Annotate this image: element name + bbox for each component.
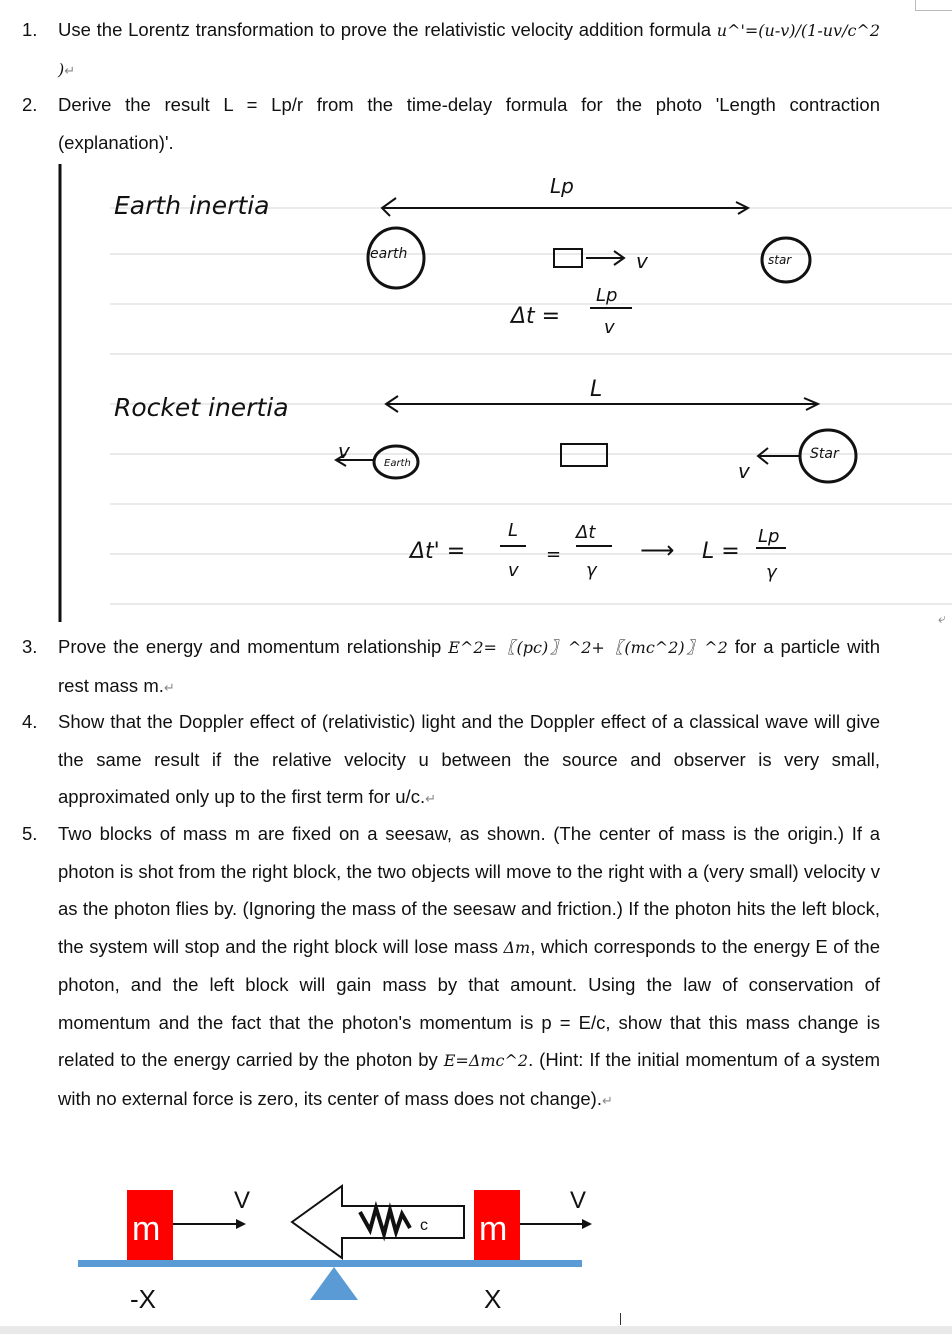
dt-numerator: Lp (596, 285, 618, 306)
item-number: 3. (22, 636, 38, 657)
star-label: star (768, 253, 792, 267)
list-item-2 (22, 86, 880, 161)
item-text-middle: , which corresponds to the energy E of the photon, and the left block will gain mass by that amount. Using the law of conservation of momentum and the fact that the photon's momentum is p = E/c, show that this mass change is related to the energy carried by the photon by (58, 935, 880, 1070)
item-number: 4. (22, 711, 38, 732)
list-item-3 (22, 628, 880, 706)
item-text: Show that the Doppler effect of (relativistic) light and the Doppler effect of a classical wave will give the same result if the relative velocity u between the source and observer is very small, approximated only up to the first term for u/c. (58, 711, 880, 807)
item-text: Use the Lorentz transformation to prove the relativistic velocity addition formula (58, 19, 717, 40)
list-item-4 (22, 703, 880, 818)
bottom-scroll-area[interactable] (0, 1326, 952, 1334)
item-text-tail: for a particle with rest mass m. (58, 636, 880, 696)
right-mass-label: m (479, 1210, 508, 1248)
rocket-box (554, 249, 582, 267)
seesaw-beam (78, 1260, 582, 1267)
frac2-numerator: Δt (576, 522, 596, 543)
equals-sign: = (546, 544, 562, 565)
item-number: 2. (22, 94, 38, 115)
item-number: 5. (22, 823, 38, 844)
mass-energy-formula: E=Δmc^2 (443, 1051, 529, 1070)
implies-arrow: ⟶ (640, 536, 675, 564)
star-small-label: Star (810, 446, 839, 462)
contracted-length-label: L (590, 377, 603, 402)
rocket-box-contracted (561, 444, 607, 466)
mass-change-symbol: Δm (503, 937, 531, 957)
list-item-1 (22, 11, 880, 89)
list-item-5 (22, 815, 880, 1119)
result-numerator: Lp (758, 526, 780, 547)
length-contraction-sketch (56, 158, 952, 624)
earth-label: earth (370, 246, 408, 262)
photon-speed-label: c (420, 1217, 428, 1234)
dt-label: Δt = (511, 304, 561, 329)
seesaw-figure (70, 1178, 610, 1328)
item-text: Prove the energy and momentum relationship (58, 636, 449, 657)
earth-frame-label: Earth inertia (114, 191, 270, 220)
result-denominator: γ (766, 562, 777, 583)
frac1-numerator: L (508, 520, 519, 541)
left-velocity-label: V (234, 1187, 251, 1214)
seesaw-pivot (310, 1267, 358, 1300)
photon-arrow (292, 1186, 464, 1258)
right-position-label: X (484, 1284, 502, 1314)
right-velocity-label: V (570, 1187, 587, 1214)
star-velocity-label: v (738, 459, 750, 483)
earth-velocity-label: v (338, 439, 350, 463)
energy-momentum-formula: E^2=〖(pc)〗^2+〖(mc^2)〗^2 (448, 638, 728, 657)
frac2-denominator: γ (586, 560, 597, 581)
paragraph-mark: ↵ (425, 791, 436, 806)
dt-prime-label: Δt' = (410, 539, 466, 564)
left-mass-label: m (132, 1210, 161, 1248)
earth-small-label: Earth (384, 458, 411, 469)
velocity-formula: u^'=(u-v)/(1-uv/c^2 ) (58, 21, 880, 79)
paragraph-mark: ↵ (163, 679, 175, 695)
paragraph-mark: ↵ (64, 62, 76, 78)
proper-length-label: Lp (550, 174, 574, 198)
page-edge-return-mark: ⤶ (938, 610, 946, 626)
rocket-frame-label: Rocket inertia (114, 393, 289, 422)
item-text-tail: . (Hint: If the initial momentum of a system with no external force is zero, its center of mass does not change). (58, 1049, 880, 1109)
velocity-label: v (636, 249, 648, 273)
left-position-label: -X (130, 1284, 156, 1314)
window-corner (915, 0, 952, 11)
item-text: Two blocks of mass m are fixed on a seesaw, as shown. (The center of mass is the origin.) If a photon is shot from the right block, the two objects will move to the right with a (very small) velocity v as the photon flies by. (Ignoring the mass of the seesaw and friction.) If the photon hits the left block, the system will stop and the right block will lose mass (58, 823, 880, 957)
dt-denominator: v (604, 317, 615, 338)
result-lhs: L = (702, 539, 740, 564)
frac1-denominator: v (508, 560, 519, 581)
paragraph-mark: ↵ (601, 1092, 613, 1108)
item-number: 1. (22, 19, 38, 40)
text-cursor (620, 1313, 621, 1325)
item-text: Derive the result L = Lp/r from the time-delay formula for the photo 'Length contraction (explanation)'. (58, 94, 880, 153)
